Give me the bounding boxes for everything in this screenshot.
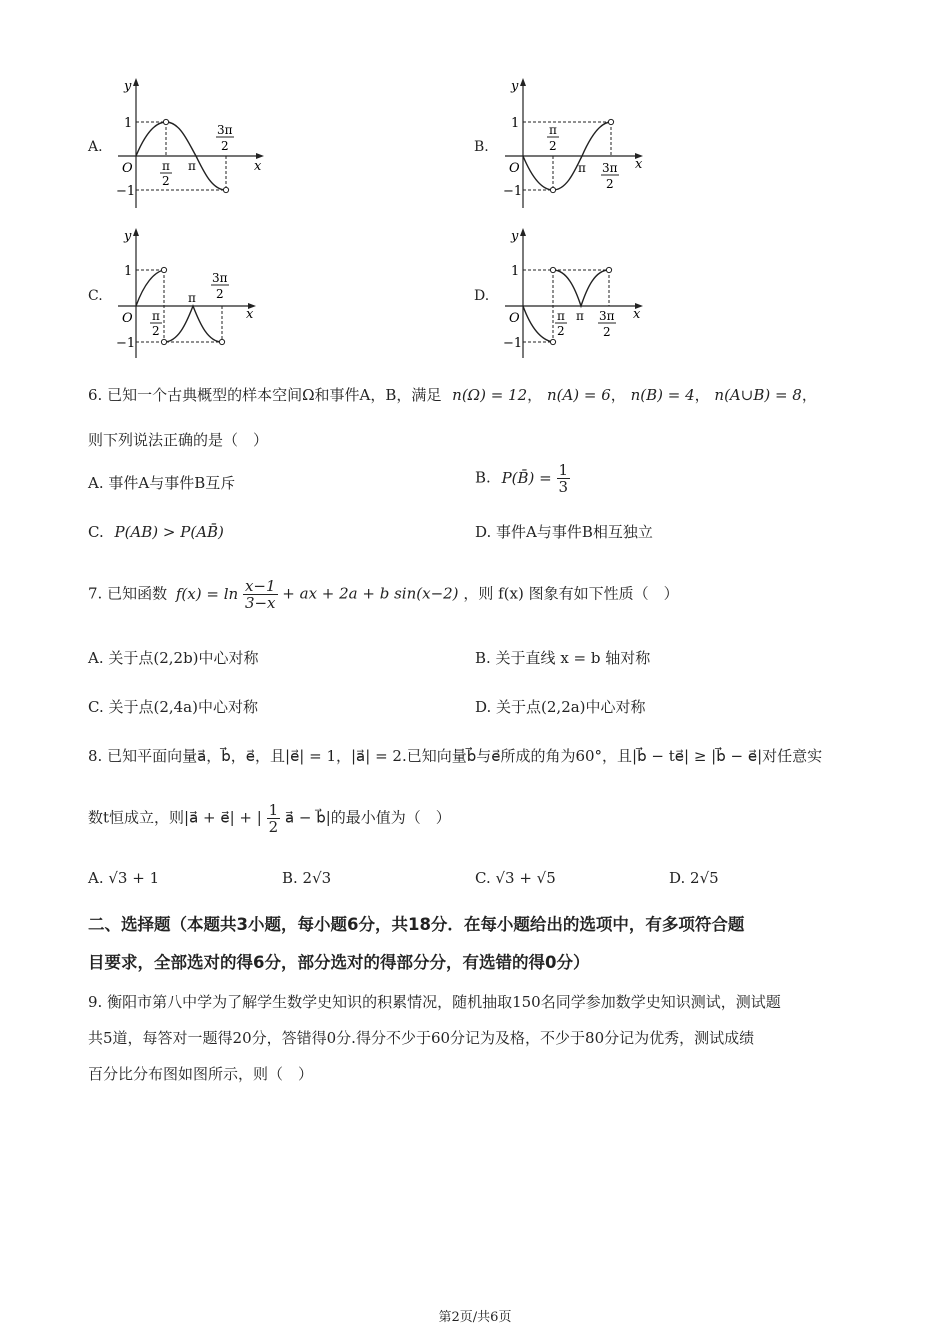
- graph-b-neg-one: −1: [503, 184, 523, 199]
- graph-c-label: C.: [88, 288, 103, 304]
- graph-a-3pi-num: 3π: [217, 123, 233, 137]
- graph-c-one: 1: [124, 264, 133, 279]
- graph-c-x: x: [246, 307, 254, 322]
- graph-c-half-pi-den: 2: [152, 324, 160, 338]
- graph-d-neg-one: −1: [503, 336, 523, 351]
- q6-option-b-label: B.: [475, 468, 491, 487]
- graph-c-origin: O: [122, 311, 133, 326]
- graph-c-pi: π: [188, 291, 196, 305]
- graph-c-half-pi-num: π: [152, 309, 160, 323]
- graph-b-one: 1: [511, 116, 520, 131]
- q6-option-a: A. 事件A与事件B互斥: [88, 474, 236, 492]
- graph-b-y: y: [511, 79, 519, 94]
- graph-a-half-pi-den: 2: [162, 174, 170, 188]
- q7-stem-b: ，则 f(x) 图象有如下性质（ ）: [463, 584, 679, 603]
- graph-a-3pi-den: 2: [221, 139, 229, 153]
- section2-heading-line2: 目要求，全部选对的得6分，部分选对的得部分分，有选错的得0分）: [88, 953, 590, 972]
- q6-cond1: n(Ω) = 12: [452, 386, 528, 404]
- q6-option-b-expr: P(B̄) =: [501, 468, 552, 487]
- graph-a-one: 1: [124, 116, 133, 131]
- graph-b-label: B.: [474, 139, 489, 155]
- q7-option-d: D. 关于点(2,2a)中心对称: [475, 698, 646, 716]
- graph-b: [495, 72, 655, 212]
- graph-b-3pi-den: 2: [606, 177, 614, 191]
- q8-line2-b: a⃗ − b⃗|的最小值为（ ）: [284, 808, 451, 827]
- section2-heading-line1: 二、选择题（本题共3小题，每小题6分，共18分．在每小题给出的选项中，有多项符合题: [88, 915, 745, 934]
- graph-a-neg-one: −1: [116, 184, 136, 199]
- q8-line2: [88, 802, 451, 835]
- graph-c-3pi-num: 3π: [212, 271, 228, 285]
- q6-cond2: n(A) = 6: [546, 386, 611, 404]
- q7-fx: f(x) = ln: [175, 584, 239, 603]
- page-number: 第2页/共6页: [438, 1310, 512, 1325]
- graph-c-3pi-den: 2: [216, 287, 224, 301]
- graph-d-x: x: [633, 307, 641, 322]
- q9-line3: 百分比分布图如图所示，则（ ）: [88, 1065, 314, 1083]
- q6-option-c-label: C.: [88, 523, 104, 541]
- graph-b-x: x: [635, 157, 643, 172]
- graph-a-y: y: [124, 79, 132, 94]
- q6-option-b-frac: [557, 462, 571, 495]
- graph-d-label: D.: [474, 288, 490, 304]
- q8-option-d: D. 2√5: [669, 869, 719, 887]
- q6-cond3: n(B) = 4: [630, 386, 695, 404]
- graph-a-origin: O: [122, 161, 133, 176]
- q8-frac: [267, 802, 281, 835]
- q8-line2-a: 数t恒成立，则|a⃗ + e⃗| + |: [88, 808, 262, 827]
- q8-option-c: C. √3 + √5: [475, 869, 556, 887]
- graph-d-half-pi-den: 2: [557, 324, 565, 338]
- graph-d-pi: π: [576, 309, 584, 323]
- q7-option-c: C. 关于点(2,4a)中心对称: [88, 698, 258, 716]
- q7-option-b: B. 关于直线 x = b 轴对称: [475, 649, 651, 667]
- q8-option-b: B. 2√3: [282, 869, 332, 887]
- q6-option-c: [88, 522, 224, 542]
- q8-option-a: A. √3 + 1: [88, 869, 160, 887]
- graph-b-3pi-num: 3π: [602, 161, 618, 175]
- graph-d-half-pi-num: π: [557, 309, 565, 323]
- q7-stem: [88, 578, 679, 611]
- graph-c-y: y: [124, 229, 132, 244]
- graph-d-one: 1: [511, 264, 520, 279]
- graph-d-3pi-den: 2: [603, 325, 611, 339]
- q6-cond4: n(A∪B) = 8: [714, 386, 802, 404]
- graph-a-half-pi-num: π: [162, 159, 170, 173]
- q6-option-b: [475, 462, 570, 495]
- graph-b-half-pi-den: 2: [549, 139, 557, 153]
- q7-frac-num: x−1: [244, 577, 276, 595]
- graph-b-half-pi-num: π: [549, 123, 557, 137]
- graph-a-x: x: [254, 159, 262, 174]
- q6-stem-a: 6. 已知一个古典概型的样本空间Ω和事件A，B，满足: [88, 386, 442, 404]
- q6-option-b-den: 3: [558, 478, 569, 496]
- q7-rest: + ax + 2a + b sin(x−2): [282, 584, 459, 603]
- q9-line2: 共5道，每答对一题得20分，答错得0分.得分不少于60分记为及格，不少于80分记为优秀，测试成绩: [88, 1029, 755, 1047]
- q6-option-c-expr: P(AB) > P(AB̄): [114, 523, 224, 541]
- q8-line1: 8. 已知平面向量a⃗，b⃗，e⃗，且|e⃗| = 1，|a⃗| = 2.已知向量b⃗与e⃗所成的角为60°，且|b⃗ − te⃗| ≥ |b⃗ − e⃗|对任意实: [88, 747, 823, 765]
- q6-stem-b: 则下列说法正确的是（ ）: [88, 431, 269, 449]
- q8-frac-num: 1: [268, 801, 279, 819]
- graph-c-neg-one: −1: [116, 336, 136, 351]
- graph-d-3pi-num: 3π: [599, 309, 615, 323]
- q6-option-d: D. 事件A与事件B相互独立: [475, 523, 653, 541]
- q7-frac: [243, 578, 278, 611]
- graph-d: [495, 222, 655, 362]
- graph-d-y: y: [511, 229, 519, 244]
- q7-option-a: A. 关于点(2,2b)中心对称: [88, 649, 259, 667]
- q8-frac-den: 2: [268, 818, 279, 836]
- q7-stem-a: 7. 已知函数: [88, 584, 168, 603]
- graph-a: [108, 72, 268, 212]
- q9-line1: 9. 衡阳市第八中学为了解学生数学史知识的积累情况，随机抽取150名同学参加数学史知识测试，测试题: [88, 993, 781, 1011]
- graph-b-pi: π: [578, 161, 586, 175]
- graph-c: [108, 222, 268, 362]
- graph-b-origin: O: [509, 161, 520, 176]
- q6-stem: 6. 已知一个古典概型的样本空间Ω和事件A，B，满足 n(Ω) = 12， n(A) = 6， n(B) = 4， n(A∪B) = 8，: [88, 386, 817, 404]
- graph-a-pi: π: [188, 159, 196, 173]
- graph-a-label: A.: [88, 139, 103, 155]
- graph-d-origin: O: [509, 311, 520, 326]
- q7-frac-den: 3−x: [244, 594, 276, 612]
- q6-option-b-num: 1: [558, 461, 569, 479]
